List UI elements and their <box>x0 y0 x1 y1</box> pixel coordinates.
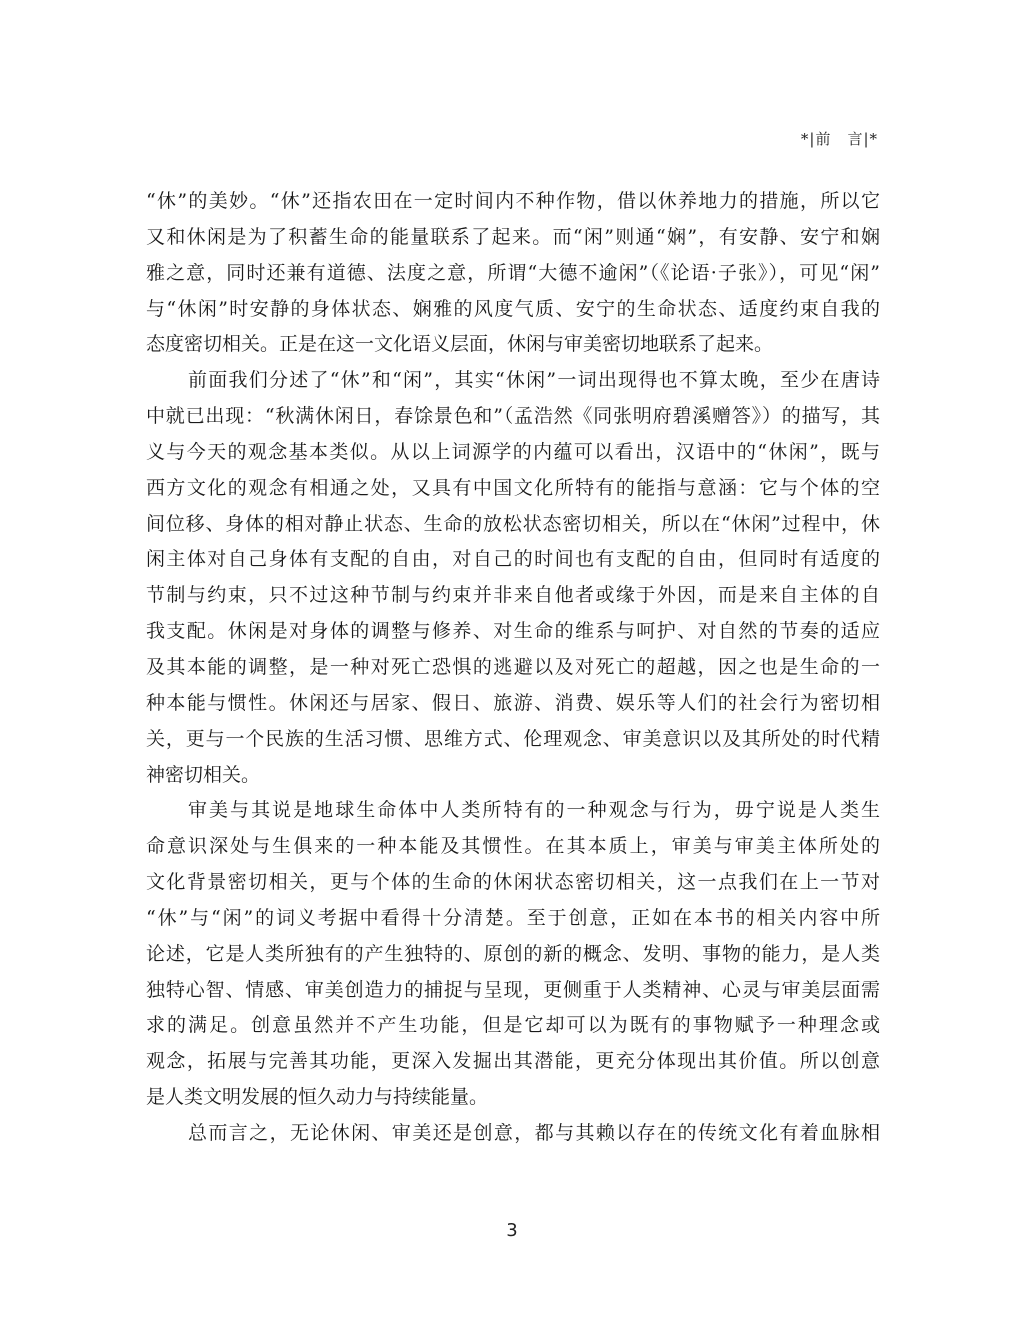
text-line: 间位移、身体的相对静止状态、生命的放松状态密切相关，所以在“休闲”过程中，休 <box>146 512 880 535</box>
text-line: 我支配。休闲是对身体的调整与修养、对生命的维系与呵护、对自然的节奏的适应 <box>146 620 880 643</box>
text-line: 独特心智、情感、审美创造力的捕捉与呈现，更侧重于人类精神、心灵与审美层面需 <box>146 978 880 1001</box>
text-line: 又和休闲是为了积蓄生命的能量联系了起来。而“闲”则通“娴”，有安静、安宁和娴 <box>146 225 880 248</box>
text-line: 与“休闲”时安静的身体状态、娴雅的风度气质、安宁的生命状态、适度约束自我的 <box>146 297 880 320</box>
text-line: 闲主体对自己身体有支配的自由，对自己的时间也有支配的自由，但同时有适度的 <box>146 548 880 571</box>
text-line: 关，更与一个民族的生活习惯、思维方式、伦理观念、审美意识以及其所处的时代精 <box>146 727 880 750</box>
text-line: “休”与“闲”的词义考据中看得十分清楚。至于创意，正如在本书的相关内容中所 <box>146 906 880 929</box>
text-line: 及其本能的调整，是一种对死亡恐惧的逃避以及对死亡的超越，因之也是生命的一 <box>146 655 880 678</box>
text-line: 前面我们分述了“休”和“闲”，其实“休闲”一词出现得也不算太晚，至少在唐诗 <box>188 369 880 392</box>
page-number: 3 <box>506 1220 518 1241</box>
text-line: 观念，拓展与完善其功能，更深入发掘出其潜能，更充分体现出其价值。所以创意 <box>146 1050 880 1073</box>
text-line: 神密切相关。 <box>146 763 261 786</box>
text-line: 总而言之，无论休闲、审美还是创意，都与其赖以存在的传统文化有着血脉相 <box>188 1121 880 1144</box>
running-header: *|前 言|* <box>800 130 878 148</box>
text-line: 西方文化的观念有相通之处，又具有中国文化所特有的能指与意涵：它与个体的空 <box>146 476 880 499</box>
text-line: 求的满足。创意虽然并不产生功能，但是它却可以为既有的事物赋予一种理念或 <box>146 1014 880 1037</box>
text-line: 态度密切相关。正是在这一文化语义层面，休闲与审美密切地联系了起来。 <box>146 333 774 356</box>
text-line: 雅之意，同时还兼有道德、法度之意，所谓“大德不逾闲”（《论语·子张》），可见“闲” <box>146 261 880 284</box>
body-text <box>146 184 880 1152</box>
text-line: 中就已出现：“秋满休闲日，春馀景色和”（孟浩然《同张明府碧溪赠答》）的描写，其 <box>146 405 880 428</box>
text-line: 节制与约束，只不过这种节制与约束并非来自他者或缘于外因，而是来自主体的自 <box>146 584 880 607</box>
text-line: 种本能与惯性。休闲还与居家、假日、旅游、消费、娱乐等人们的社会行为密切相 <box>146 691 880 714</box>
text-line: 审美与其说是地球生命体中人类所特有的一种观念与行为，毋宁说是人类生 <box>188 799 880 822</box>
text-line: “休”的美妙。“休”还指农田在一定时间内不种作物，借以休养地力的措施，所以它 <box>146 190 880 212</box>
text-line: 命意识深处与生俱来的一种本能及其惯性。在其本质上，审美与审美主体所处的 <box>146 835 880 858</box>
text-line: 论述，它是人类所独有的产生独特的、原创的新的概念、发明、事物的能力，是人类 <box>146 942 880 965</box>
text-line: 文化背景密切相关，更与个体的生命的休闲状态密切相关，这一点我们在上一节对 <box>146 871 880 894</box>
text-line: 义与今天的观念基本类似。从以上词源学的内蕴可以看出，汉语中的“休闲”，既与 <box>146 440 880 463</box>
text-line: 是人类文明发展的恒久动力与持续能量。 <box>146 1086 489 1109</box>
